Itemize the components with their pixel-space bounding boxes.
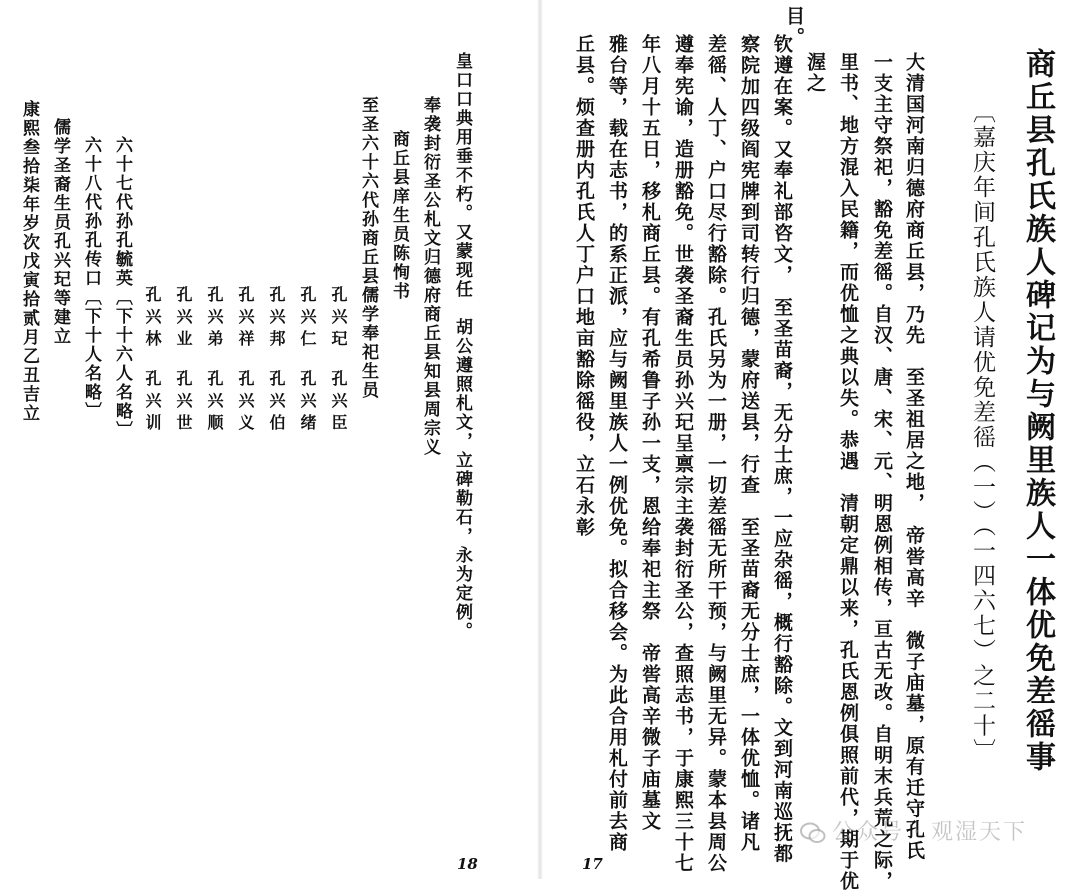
name-entry: 孔兴业 <box>174 286 193 352</box>
left-page <box>0 0 540 879</box>
left-column-3: 商丘县庠生员陈恂书 <box>389 130 409 301</box>
body-column-11: 丘县。烦查册内孔氏人丁户口地亩豁除徭役，立石永彰 <box>573 34 595 538</box>
page-number: 18 <box>457 855 478 873</box>
document-subtitle: 〔嘉庆年间孔氏族人请优免差徭（一）（一四六七）之二十〕 <box>969 100 995 764</box>
top-char: 目。 <box>783 6 805 48</box>
wechat-icon <box>800 822 826 844</box>
left-column-6: 六十八代孙孔传口〔下十人名略〕 <box>81 136 101 421</box>
body-column-3: 里书、地方混入民籍，而优恤之典以失。恭遇 清朝定鼎以来，孔氏恩例俱照前代，期于优 <box>837 52 859 892</box>
name-entry: 孔兴邦 <box>267 286 286 352</box>
left-column-7: 儒学圣裔生员孔兴玘等建立 <box>50 118 70 346</box>
name-entry: 孔兴祥 <box>236 286 255 352</box>
body-column-1: 大清国河南归德府商丘县，乃先 至圣祖居之地， 帝喾高辛 微子庙墓，原有迁守孔氏 <box>903 52 925 862</box>
right-page <box>540 0 1080 892</box>
name-entry: 孔兴义 <box>236 370 255 436</box>
name-entry: 孔兴臣 <box>329 370 348 436</box>
document-title: 商丘县孔氏族人碑记为与阙里族人一体优免差徭事 <box>1020 48 1055 774</box>
body-column-9: 年八月十五日，移札商丘县。有孔希鲁子孙一支，恩给奉祀主祭 帝喾高辛微子庙墓文 <box>639 34 661 832</box>
name-entry: 孔兴伯 <box>267 370 286 436</box>
left-column-5: 六十七代孙孔毓英〔下十六人名略〕 <box>112 136 132 440</box>
body-column-10: 雅台等，载在志书，的系正派，应与阙里族人一例优免。拟合移会。为此合用札付前去商 <box>606 34 628 853</box>
name-entry: 孔兴绪 <box>298 370 317 436</box>
watermark-text: 公众号 · 观湿天下 <box>832 820 1027 845</box>
left-column-2: 奉袭封衍圣公札文归德府商丘县知县周宗义 <box>420 96 440 457</box>
body-column-7: 差徭、人丁、户口尽行豁除。孔氏另为一册，一切差徭无所干预，与阙里无异。蒙本县周公 <box>705 34 727 874</box>
name-entry: 孔兴世 <box>174 370 193 436</box>
watermark <box>800 815 1027 846</box>
name-entry: 孔兴训 <box>143 370 162 436</box>
name-entry: 孔兴顺 <box>205 370 224 436</box>
body-column-8: 遵奉宪谕，造册豁免。世袭圣裔生员孙兴玘呈禀宗主袭封衍圣公，查照志书，于康熙三十七 <box>672 34 694 874</box>
name-entry: 孔兴弟 <box>205 286 224 352</box>
name-entry: 孔兴林 <box>143 286 162 352</box>
left-column-4: 至圣六十六代孙商丘县儒学奉祀生员 <box>358 96 378 400</box>
left-column-8: 康熙叁拾柒年岁次戊寅拾贰月乙丑吉立 <box>19 100 39 423</box>
body-column-5: 钦遵在案。又奉礼部咨文， 至圣苗裔，无分士庶，一应杂徭，概行豁除。文到河南巡抚都 <box>771 34 793 865</box>
left-column-1: 皇口口典用垂不朽。又蒙现任 胡公遵照札文，立碑勒石，永为定例。 <box>452 52 472 641</box>
name-entry: 孔兴玘 <box>329 286 348 352</box>
name-entry: 孔兴仁 <box>298 286 317 352</box>
page-number: 17 <box>582 855 603 873</box>
body-column-2: 一支主守祭祀，豁免差徭。自汉、唐、宋、元、明恩例相传，亘古无改。自明末兵荒之际， <box>871 52 893 892</box>
body-column-6: 察院加四级阎宪牌到司转行归德，蒙府送县，行查 至圣苗裔无分士庶，一体优恤。诸凡 <box>738 34 760 853</box>
body-column-4: 渥之 <box>804 52 826 94</box>
